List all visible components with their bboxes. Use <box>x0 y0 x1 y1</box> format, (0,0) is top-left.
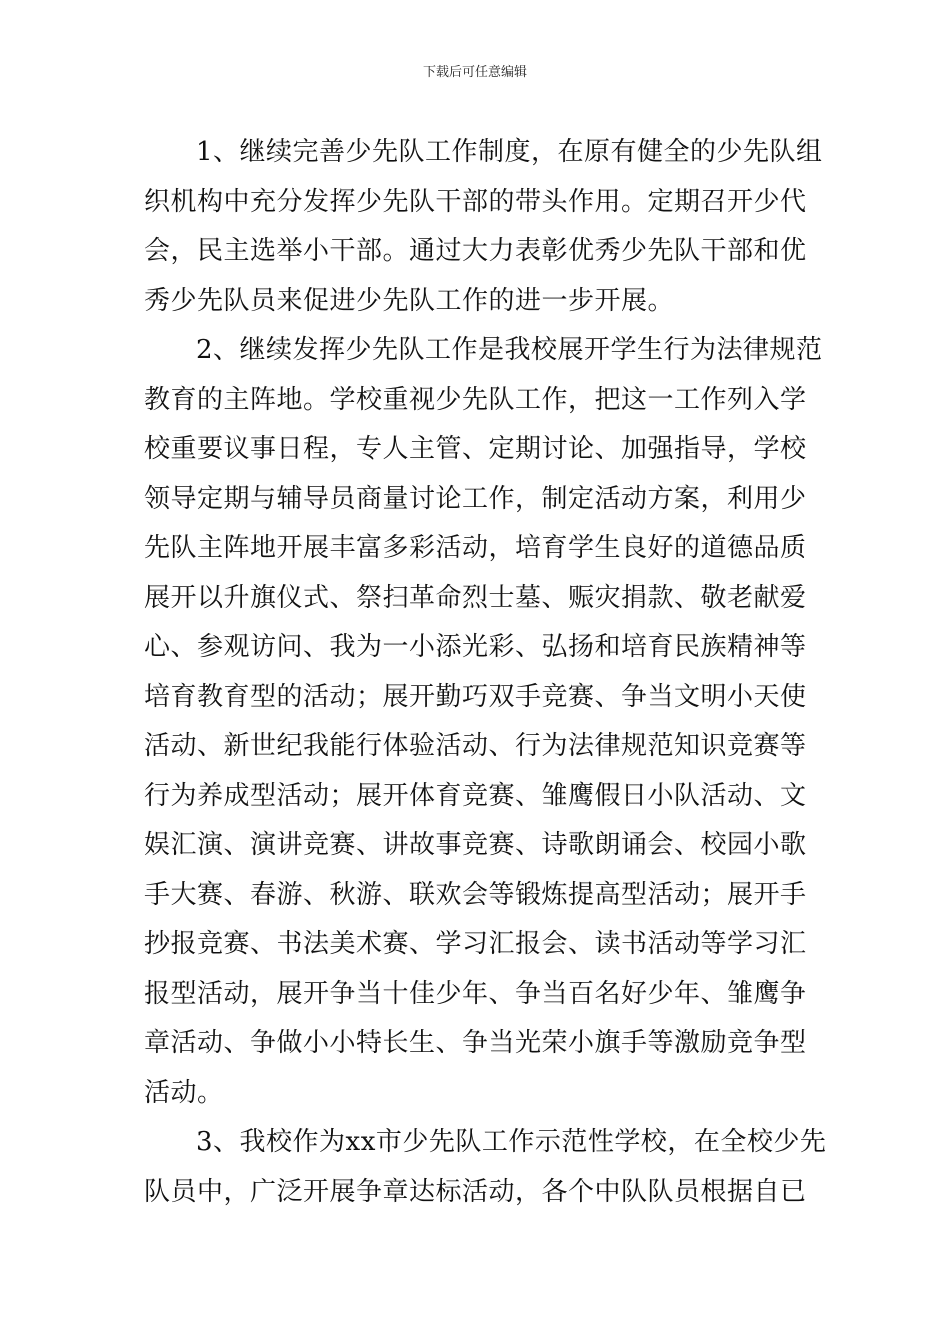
text-line: 教育的主阵地。学校重视少先队工作，把这一工作列入学 <box>144 384 807 415</box>
text-line: 手大赛、春游、秋游、联欢会等锻炼提高型活动；展开手 <box>144 879 807 910</box>
text-line: 培育教育型的活动；展开勤巧双手竞赛、争当文明小天使 <box>144 681 807 712</box>
text-line: 活动、新世纪我能行体验活动、行为法律规范知识竞赛等 <box>144 731 807 761</box>
text-line: 领导定期与辅导员商量讨论工作，制定活动方案，利用少 <box>144 483 807 514</box>
text-line: 队员中，广泛开展争章达标活动，各个中队队员根据自已 <box>144 1176 807 1207</box>
paragraph-3 <box>144 1118 827 1217</box>
page-header: 下载后可任意编辑 <box>422 65 527 80</box>
text-line: 1、继续完善少先队工作制度，在原有健全的少先队组 <box>196 137 823 167</box>
document-body <box>144 128 827 1217</box>
text-line: 先队主阵地开展丰富多彩活动，培育学生良好的道德品质 <box>144 533 807 563</box>
text-line: 心、参观访问、我为一小添光彩、弘扬和培育民族精神等 <box>144 632 807 662</box>
text-line: 3、我校作为xx市少先队工作示范性学校，在全校少先 <box>196 1127 827 1157</box>
text-line: 会，民主选举小干部。通过大力表彰优秀少先队干部和优 <box>144 236 807 266</box>
text-line: 娱汇演、演讲竞赛、讲故事竞赛、诗歌朗诵会、校园小歌 <box>144 830 807 860</box>
text-line: 报型活动，展开争当十佳少年、争当百名好少年、雏鹰争 <box>144 978 807 1009</box>
text-line: 织机构中充分发挥少先队干部的带头作用。定期召开少代 <box>144 186 807 217</box>
paragraph-2 <box>144 326 823 1118</box>
text-line: 抄报竞赛、书法美术赛、学习汇报会、读书活动等学习汇 <box>144 929 807 959</box>
text-line: 校重要议事日程，专人主管、定期讨论、加强指导，学校 <box>144 434 807 464</box>
text-line: 活动。 <box>144 1077 224 1108</box>
text-line: 2、继续发挥少先队工作是我校展开学生行为法律规范 <box>196 335 823 365</box>
text-line: 章活动、争做小小特长生、争当光荣小旗手等激励竞争型 <box>144 1028 807 1058</box>
text-line: 行为养成型活动；展开体育竞赛、雏鹰假日小队活动、文 <box>144 780 807 811</box>
text-line: 秀少先队员来促进少先队工作的进一步开展。 <box>144 285 675 316</box>
paragraph-1 <box>144 128 823 326</box>
text-line: 展开以升旗仪式、祭扫革命烈士墓、赈灾捐款、敬老献爱 <box>144 582 807 613</box>
